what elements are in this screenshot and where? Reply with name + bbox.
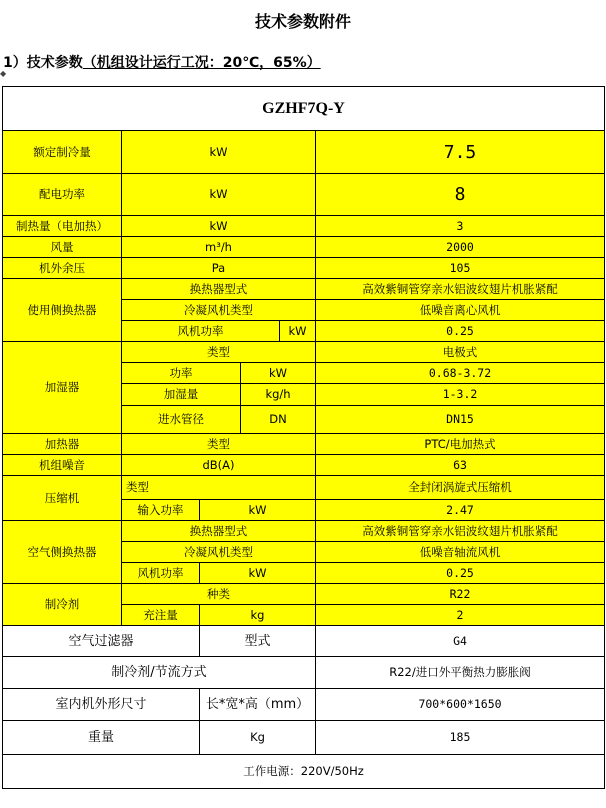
humidifier-label: 加湿器 <box>3 342 122 434</box>
humidifier-power-value: 0.68-3.72 <box>316 363 605 384</box>
external-pressure-label: 机外余压 <box>3 258 122 279</box>
heater-label: 加热器 <box>3 434 122 455</box>
refrigerant-label: 制冷剂 <box>3 584 122 626</box>
indoor-fan-power-value: 0.25 <box>316 321 605 342</box>
compressor-type-label: 类型 <box>122 476 316 500</box>
section-condition: （机组设计运行工况：20℃，65%） <box>82 55 321 71</box>
humidifier-power-unit: kW <box>241 363 316 384</box>
model-name: GZHF7Q-Y <box>3 87 605 131</box>
humidifier-inlet-unit: DN <box>241 406 316 434</box>
noise-unit: dB(A) <box>122 455 316 476</box>
compressor-input-power-label: 输入功率 <box>122 500 200 521</box>
indoor-fan-power-label: 风机功率 <box>122 321 280 342</box>
spec-table <box>2 86 605 789</box>
indoor-hx-type-value: 高效紫铜管穿亲水铝波纹翅片机胀紧配 <box>316 279 605 300</box>
outdoor-fan-type-value: 低噪音轴流风机 <box>316 542 605 563</box>
humidifier-capacity-unit: kg/h <box>241 384 316 406</box>
weight-unit: Kg <box>200 721 316 755</box>
indoor-fan-type-label: 冷凝风机类型 <box>122 300 316 321</box>
refrigerant-kind-label: 种类 <box>122 584 316 605</box>
heating-unit: kW <box>122 216 316 237</box>
indoor-hx-label: 使用侧换热器 <box>3 279 122 342</box>
air-filter-type-label: 型式 <box>200 626 316 657</box>
power-supply: 工作电源：220V/50Hz <box>3 755 605 789</box>
humidifier-power-label: 功率 <box>122 363 241 384</box>
air-filter-label: 空气过滤器 <box>3 626 200 657</box>
outdoor-hx-label: 空气侧换热器 <box>3 521 122 584</box>
external-pressure-unit: Pa <box>122 258 316 279</box>
refrigerant-charge-value: 2 <box>316 605 605 626</box>
air-filter-value: G4 <box>316 626 605 657</box>
compressor-input-power-value: 2.47 <box>316 500 605 521</box>
dimensions-label: 室内机外形尺寸 <box>3 689 200 721</box>
humidifier-inlet-label: 进水管径 <box>122 406 241 434</box>
outdoor-fan-power-unit: kW <box>200 563 316 584</box>
weight-value: 185 <box>316 721 605 755</box>
weight-label: 重量 <box>3 721 200 755</box>
compressor-type-value: 全封闭涡旋式压缩机 <box>316 476 605 500</box>
outdoor-hx-type-label: 换热器型式 <box>122 521 316 542</box>
rated-cooling-value: 7.5 <box>316 131 605 174</box>
power-value: 8 <box>316 174 605 216</box>
refrigerant-charge-label: 充注量 <box>122 605 200 626</box>
heating-label: 制热量（电加热） <box>3 216 122 237</box>
outdoor-hx-type-value: 高效紫铜管穿亲水铝波纹翅片机胀紧配 <box>316 521 605 542</box>
refrigerant-kind-value: R22 <box>316 584 605 605</box>
indoor-hx-type-label: 换热器型式 <box>122 279 316 300</box>
rated-cooling-unit: kW <box>122 131 316 174</box>
humidifier-type-label: 类型 <box>122 342 316 363</box>
noise-value: 63 <box>316 455 605 476</box>
heater-type-label: 类型 <box>122 434 316 455</box>
humidifier-capacity-label: 加湿量 <box>122 384 241 406</box>
section-title: 技术参数 <box>26 55 83 71</box>
noise-label: 机组噪音 <box>3 455 122 476</box>
external-pressure-value: 105 <box>316 258 605 279</box>
indoor-fan-type-value: 低噪音离心风机 <box>316 300 605 321</box>
outdoor-fan-type-label: 冷凝风机类型 <box>122 542 316 563</box>
refrigerant-charge-unit: kg <box>200 605 316 626</box>
indoor-fan-power-unit: kW <box>280 321 316 342</box>
airflow-value: 2000 <box>316 237 605 258</box>
throttling-value: R22/进口外平衡热力膨胀阀 <box>316 657 605 689</box>
section-heading <box>3 52 321 72</box>
airflow-unit: m³/h <box>122 237 316 258</box>
dimensions-sub-label: 长*宽*高（mm） <box>200 689 316 721</box>
airflow-label: 风量 <box>3 237 122 258</box>
humidifier-inlet-value: DN15 <box>316 406 605 434</box>
compressor-label: 压缩机 <box>3 476 122 521</box>
power-label: 配电功率 <box>3 174 122 216</box>
rated-cooling-label: 额定制冷量 <box>3 131 122 174</box>
outdoor-fan-power-value: 0.25 <box>316 563 605 584</box>
humidifier-capacity-value: 1-3.2 <box>316 384 605 406</box>
throttling-label: 制冷剂/节流方式 <box>3 657 316 689</box>
compressor-input-power-unit: kW <box>200 500 316 521</box>
heating-value: 3 <box>316 216 605 237</box>
heater-type-value: PTC/电加热式 <box>316 434 605 455</box>
humidifier-type-value: 电极式 <box>316 342 605 363</box>
document-title: 技术参数附件 <box>254 12 351 31</box>
dimensions-value: 700*600*1650 <box>316 689 605 721</box>
power-unit: kW <box>122 174 316 216</box>
section-number: 1） <box>3 55 27 71</box>
bullet-marker-icon: ◆ <box>0 69 7 78</box>
outdoor-fan-power-label: 风机功率 <box>122 563 200 584</box>
